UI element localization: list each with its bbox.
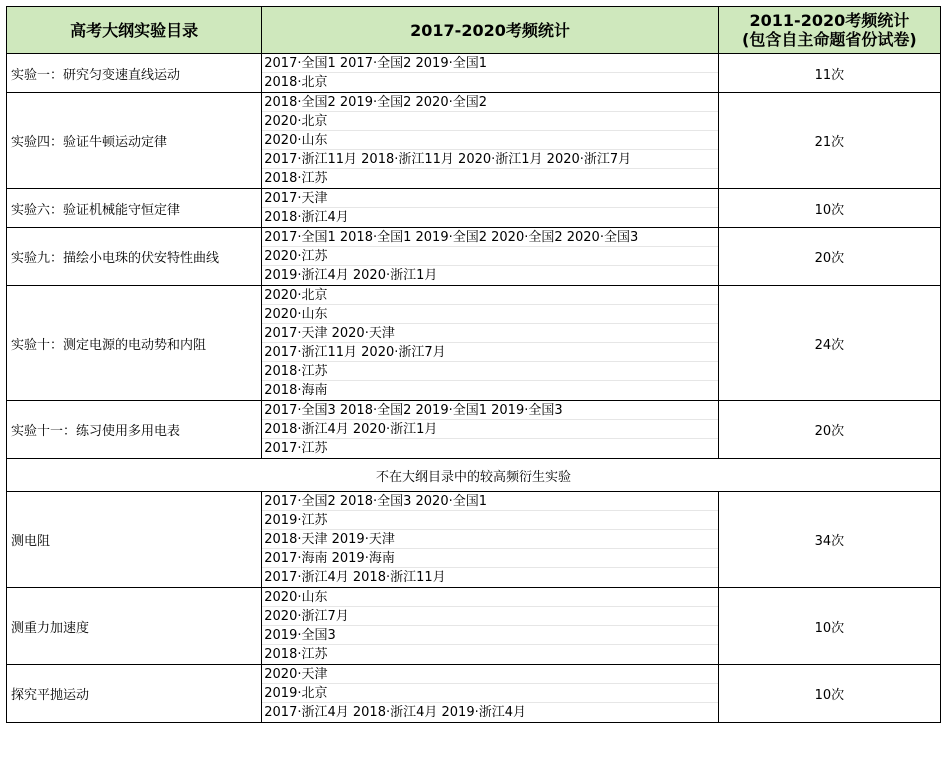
frequency-count: 24次: [718, 286, 940, 401]
exam-appearance-line: 2020·浙江7月: [262, 607, 717, 626]
exam-appearance-line: 2017·海南 2019·海南: [262, 549, 717, 568]
exam-appearance-line: 2017·全国1 2017·全国2 2019·全国1: [262, 54, 717, 73]
exam-appearance-line: 2019·北京: [262, 684, 717, 703]
exam-appearance-line: 2017·浙江11月 2018·浙江11月 2020·浙江1月 2020·浙江7月: [262, 150, 717, 169]
frequency-count: 11次: [718, 54, 940, 93]
exam-appearances: [262, 492, 718, 588]
exam-appearance-line: 2017·浙江4月 2018·浙江4月 2019·浙江4月: [264, 705, 526, 720]
frequency-count: 34次: [718, 492, 940, 588]
exam-appearances: [262, 54, 718, 93]
table-row: [7, 189, 941, 228]
exam-appearance-line: 2017·天津 2020·天津: [262, 324, 717, 343]
exam-appearances: [262, 401, 718, 459]
exam-appearance-line: 2018·天津 2019·天津: [262, 530, 717, 549]
exam-appearance-line: 2018·江苏: [264, 171, 328, 186]
experiment-name: 测重力加速度: [7, 588, 262, 665]
exam-appearance-line: 2018·江苏: [264, 647, 328, 662]
exam-appearance-line: 2018·浙江4月: [264, 210, 349, 225]
table-row: [7, 665, 941, 723]
exam-appearance-line: 2018·江苏: [262, 362, 717, 381]
exam-appearance-line: 2020·北京: [262, 112, 717, 131]
exam-appearance-line: 2020·北京: [262, 286, 717, 305]
exam-appearances: [262, 588, 718, 665]
exam-appearances: [262, 189, 718, 228]
exam-appearance-line: 2017·天津: [262, 189, 717, 208]
exam-frequency-table: [6, 6, 941, 723]
exam-appearances: [262, 286, 718, 401]
exam-appearance-line: 2018·全国2 2019·全国2 2020·全国2: [262, 93, 717, 112]
frequency-count: 10次: [718, 665, 940, 723]
frequency-count: 10次: [718, 588, 940, 665]
exam-appearance-line: 2017·全国2 2018·全国3 2020·全国1: [262, 492, 717, 511]
table-row: [7, 93, 941, 189]
section-divider: [7, 459, 941, 492]
experiment-name: 实验十：测定电源的电动势和内阻: [7, 286, 262, 401]
table-row: [7, 588, 941, 665]
exam-appearance-line: 2018·北京: [264, 75, 328, 90]
header-2011-2020-note: (包含自主命题省份试卷): [742, 30, 917, 49]
table-row: [7, 228, 941, 286]
header-experiment-list: 高考大纲实验目录: [7, 7, 262, 54]
syllabus-experiments: [7, 54, 941, 459]
frequency-count: 20次: [718, 401, 940, 459]
experiment-name: 实验四：验证牛顿运动定律: [7, 93, 262, 189]
experiment-name: 实验九：描绘小电珠的伏安特性曲线: [7, 228, 262, 286]
header-row: [7, 7, 941, 54]
experiment-name: 测电阻: [7, 492, 262, 588]
exam-appearance-line: 2020·天津: [262, 665, 717, 684]
table-row: [7, 54, 941, 93]
exam-appearance-line: 2018·浙江4月 2020·浙江1月: [262, 420, 717, 439]
experiment-name: 实验六：验证机械能守恒定律: [7, 189, 262, 228]
header-2017-2020-frequency: 2017-2020考频统计: [262, 7, 718, 54]
exam-appearance-line: 2017·全国1 2018·全国1 2019·全国2 2020·全国2 2020·全国3: [262, 228, 717, 247]
exam-appearances: [262, 93, 718, 189]
section-label: 不在大纲目录中的较高频衍生实验: [7, 459, 941, 492]
exam-appearance-line: 2020·山东: [262, 588, 717, 607]
derived-experiments: [7, 492, 941, 723]
exam-appearance-line: 2019·江苏: [262, 511, 717, 530]
exam-appearance-line: 2020·山东: [262, 131, 717, 150]
exam-appearance-line: 2020·江苏: [262, 247, 717, 266]
exam-appearance-line: 2019·浙江4月 2020·浙江1月: [264, 268, 438, 283]
frequency-count: 21次: [718, 93, 940, 189]
exam-appearances: [262, 228, 718, 286]
experiment-name: 实验十一：练习使用多用电表: [7, 401, 262, 459]
exam-appearance-line: 2018·海南: [264, 383, 328, 398]
frequency-count: 20次: [718, 228, 940, 286]
exam-appearance-line: 2017·全国3 2018·全国2 2019·全国1 2019·全国3: [262, 401, 717, 420]
experiment-name: 实验一：研究匀变速直线运动: [7, 54, 262, 93]
experiment-name: 探究平抛运动: [7, 665, 262, 723]
frequency-count: 10次: [718, 189, 940, 228]
exam-appearance-line: 2020·山东: [262, 305, 717, 324]
header-2011-2020-title: 2011-2020考频统计: [749, 11, 910, 30]
header-2011-2020-frequency: [718, 7, 940, 54]
table-row: [7, 401, 941, 459]
exam-appearance-line: 2017·浙江4月 2018·浙江11月: [264, 570, 446, 585]
exam-appearance-line: 2019·全国3: [262, 626, 717, 645]
exam-appearance-line: 2017·浙江11月 2020·浙江7月: [262, 343, 717, 362]
exam-appearances: [262, 665, 718, 723]
exam-appearance-line: 2017·江苏: [264, 441, 328, 456]
table-row: [7, 286, 941, 401]
table-row: [7, 492, 941, 588]
